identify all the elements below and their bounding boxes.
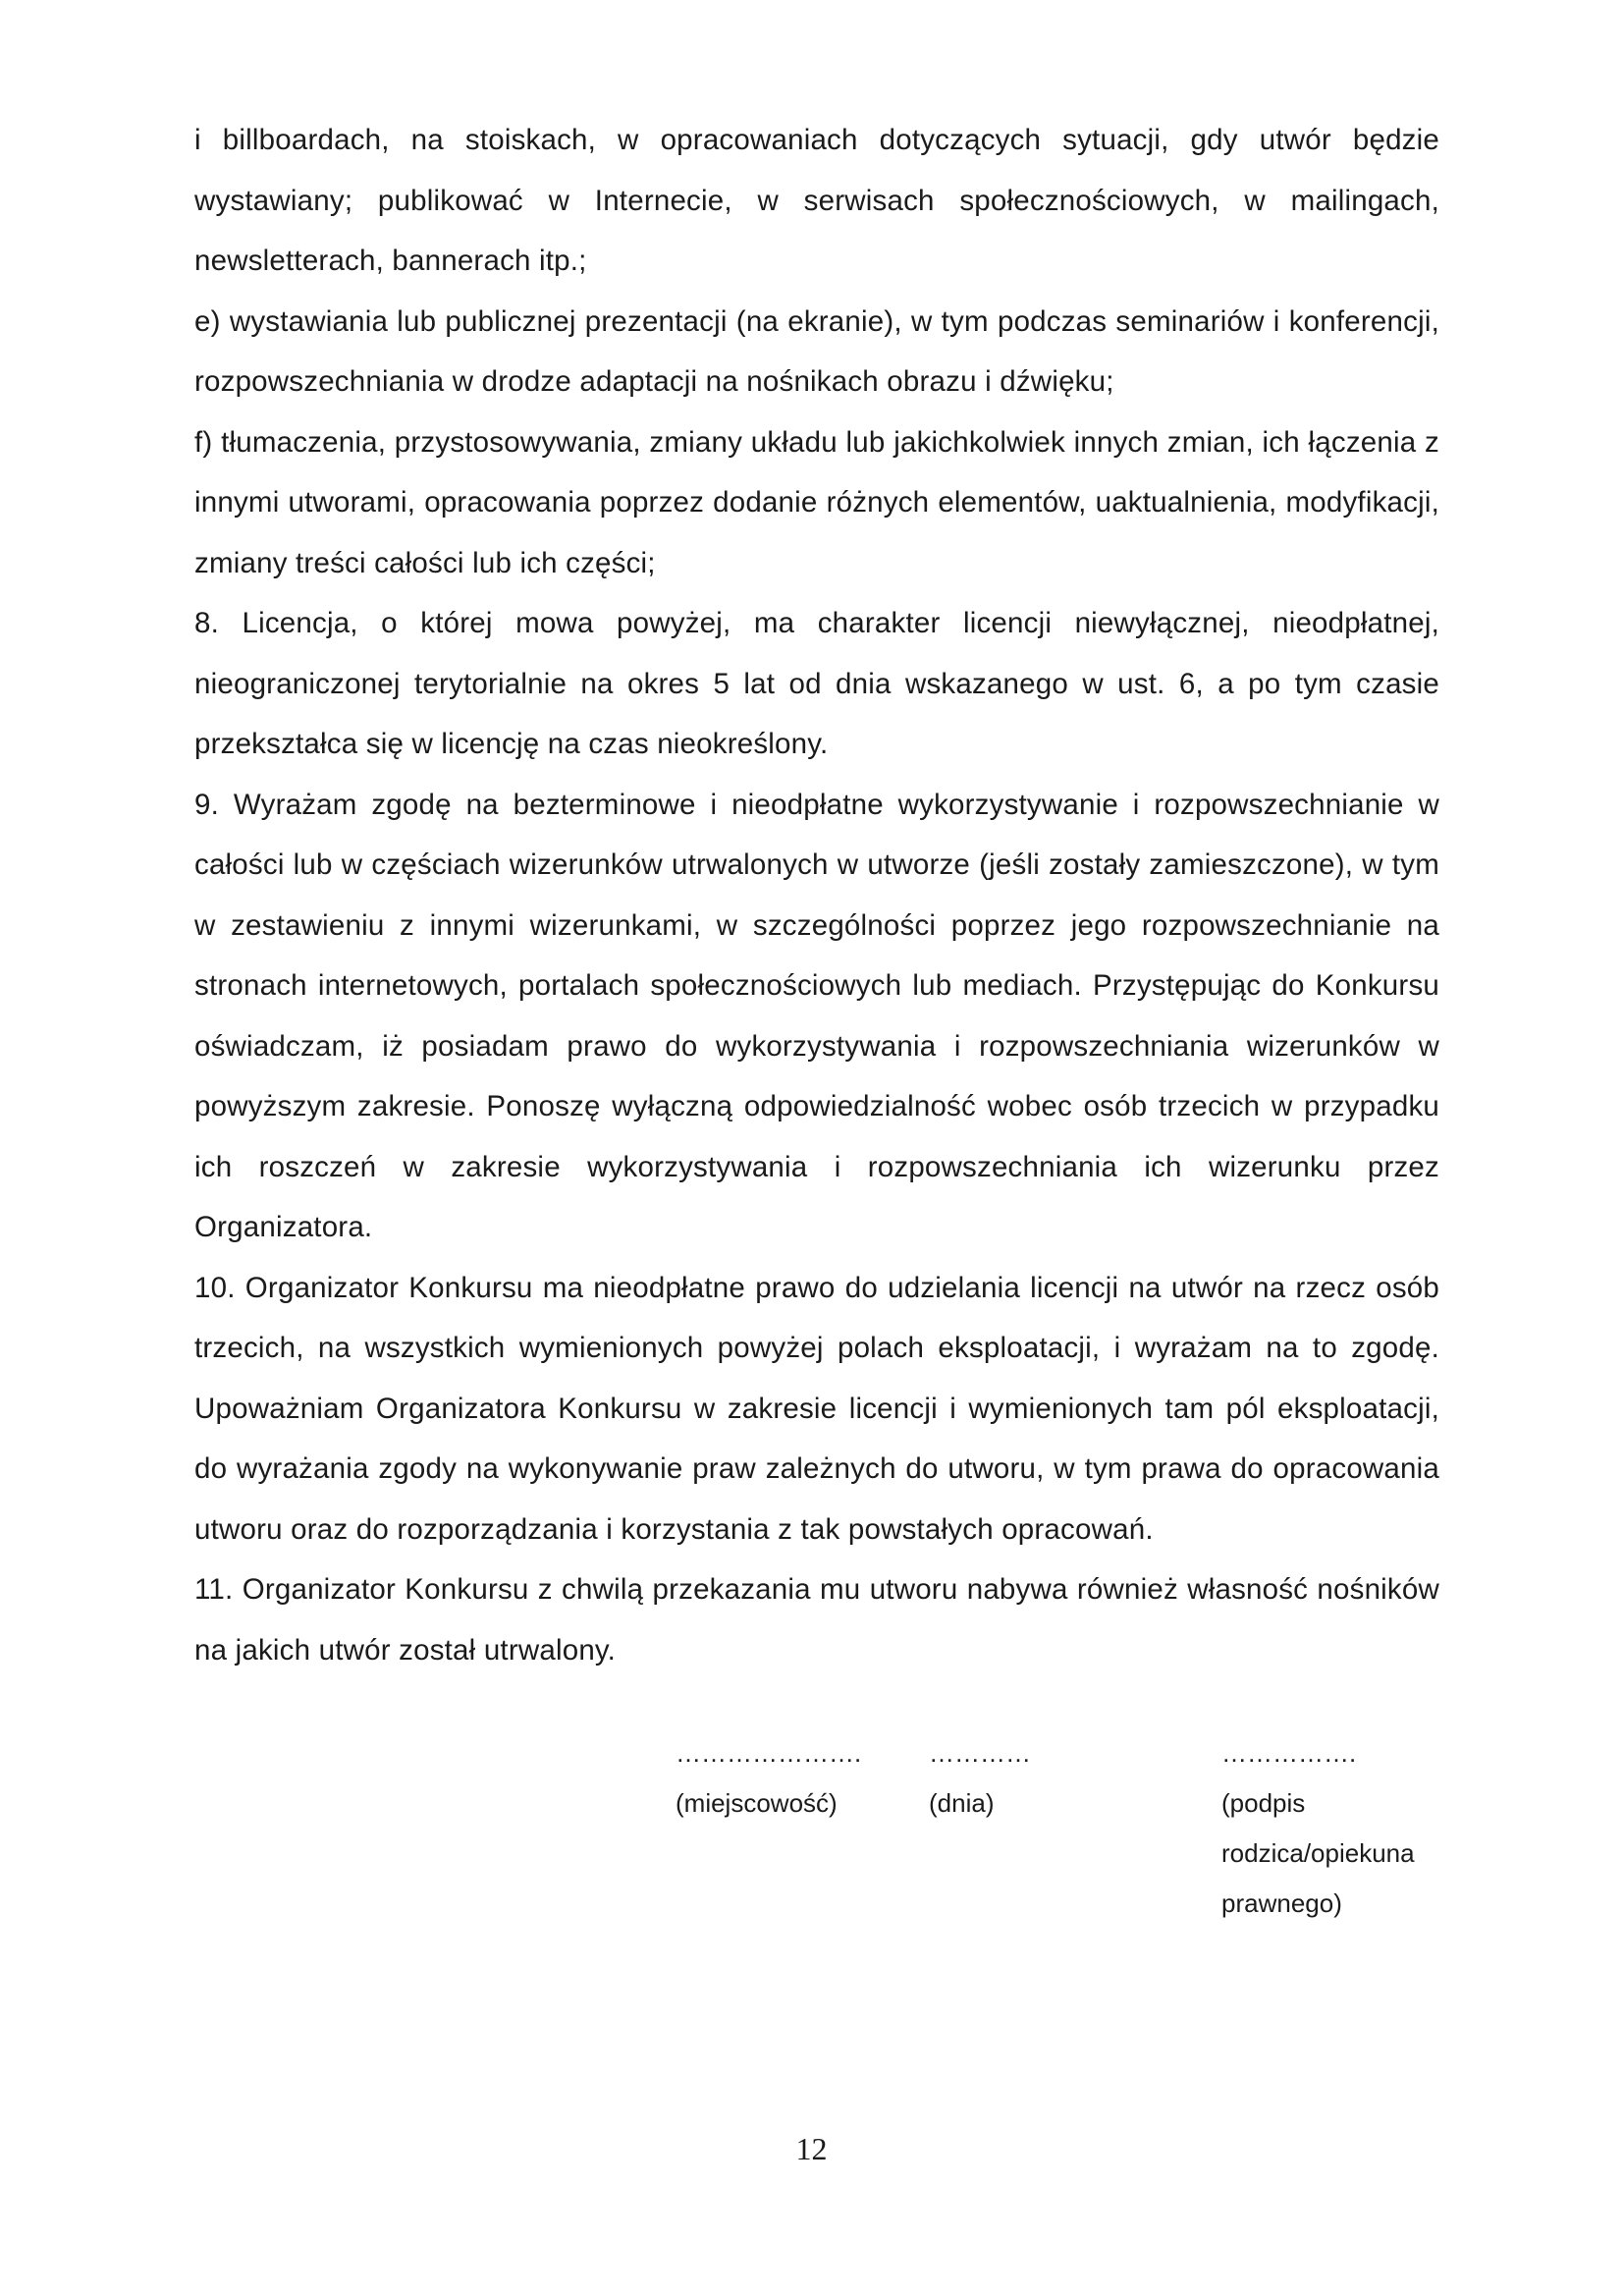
paragraph-point-9: 9. Wyrażam zgodę na bezterminowe i nieodpłatne wykorzystywanie i rozpowszechnianie w całości lub w częściach wizerunków utrwalonych w utworze (jeśli zostały zamieszczone), w tym w zestawieniu z innymi wizerunkami, w szczególności poprzez jego rozpowszechnianie na stronach internetowych, portalach społecznościowych lub mediach. Przystępując do Konkursu oświadczam, iż posiadam prawo do wykorzystywania i rozpowszechniania wizerunków w powyższym zakresie. Ponoszę wyłączną odpowiedzialność wobec osób trzecich w przypadku ich roszczeń w zakresie wykorzystywania i rozpowszechniania ich wizerunku przez Organizatora.	[194, 788, 1439, 1243]
date-dotted-line: …………	[929, 1738, 1031, 1768]
sign-dotted-line: …………….	[1221, 1738, 1357, 1768]
signature-sign-field	[1221, 1728, 1457, 1929]
place-dotted-line: ………………….	[676, 1738, 862, 1768]
place-label: (miejscowość)	[676, 1788, 838, 1818]
paragraph-point-10: 10. Organizator Konkursu ma nieodpłatne prawo do udzielania licencji na utwór na rzecz osób trzecich, na wszystkich wymienionych powyżej polach eksploatacji, i wyrażam na to zgodę. Upoważniam Organizatora Konkursu w zakresie licencji i wymienionych tam pól eksploatacji, do wyrażania zgody na wykonywanie praw zależnych do utworu, w tym prawa do opracowania utworu oraz do rozporządzania i korzystania z tak powstałych opracowań.	[194, 1271, 1439, 1546]
date-label: (dnia)	[929, 1788, 995, 1818]
page-number: 12	[795, 2131, 828, 2166]
paragraph-continuation: i billboardach, na stoiskach, w opracowaniach dotyczących sytuacji, gdy utwór będzie wystawiany; publikować w Internecie, w serwisach społecznościowych, w mailingach, newsletterach, bannerach itp.;	[194, 124, 1439, 277]
paragraph-point-8: 8. Licencja, o której mowa powyżej, ma charakter licencji niewyłącznej, nieodpłatnej, nieograniczonej terytorialnie na okres 5 lat od dnia wskazanego w ust. 6, a po tym czasie przekształca się w licencję na czas nieokreślony.	[194, 607, 1439, 760]
paragraph-point-11: 11. Organizator Konkursu z chwilą przekazania mu utworu nabywa również własność nośników na jakich utwór został utrwalony.	[194, 1573, 1439, 1667]
signature-place-field	[676, 1728, 892, 1829]
paragraph-item-e: e) wystawiania lub publicznej prezentacji (na ekranie), w tym podczas seminariów i konferencji, rozpowszechniania w drodze adaptacji na nośnikach obrazu i dźwięku;	[194, 304, 1439, 398]
signature-date-field	[929, 1728, 1086, 1829]
sign-label: (podpis rodzica/opiekuna prawnego)	[1221, 1788, 1415, 1918]
body-text	[194, 110, 1439, 1680]
paragraph-item-f: f) tłumaczenia, przystosowywania, zmiany układu lub jakichkolwiek innych zmian, ich łączenia z innymi utworami, opracowania poprzez dodanie różnych elementów, uaktualnienia, modyfikacji, zmiany treści całości lub ich części;	[194, 425, 1439, 579]
